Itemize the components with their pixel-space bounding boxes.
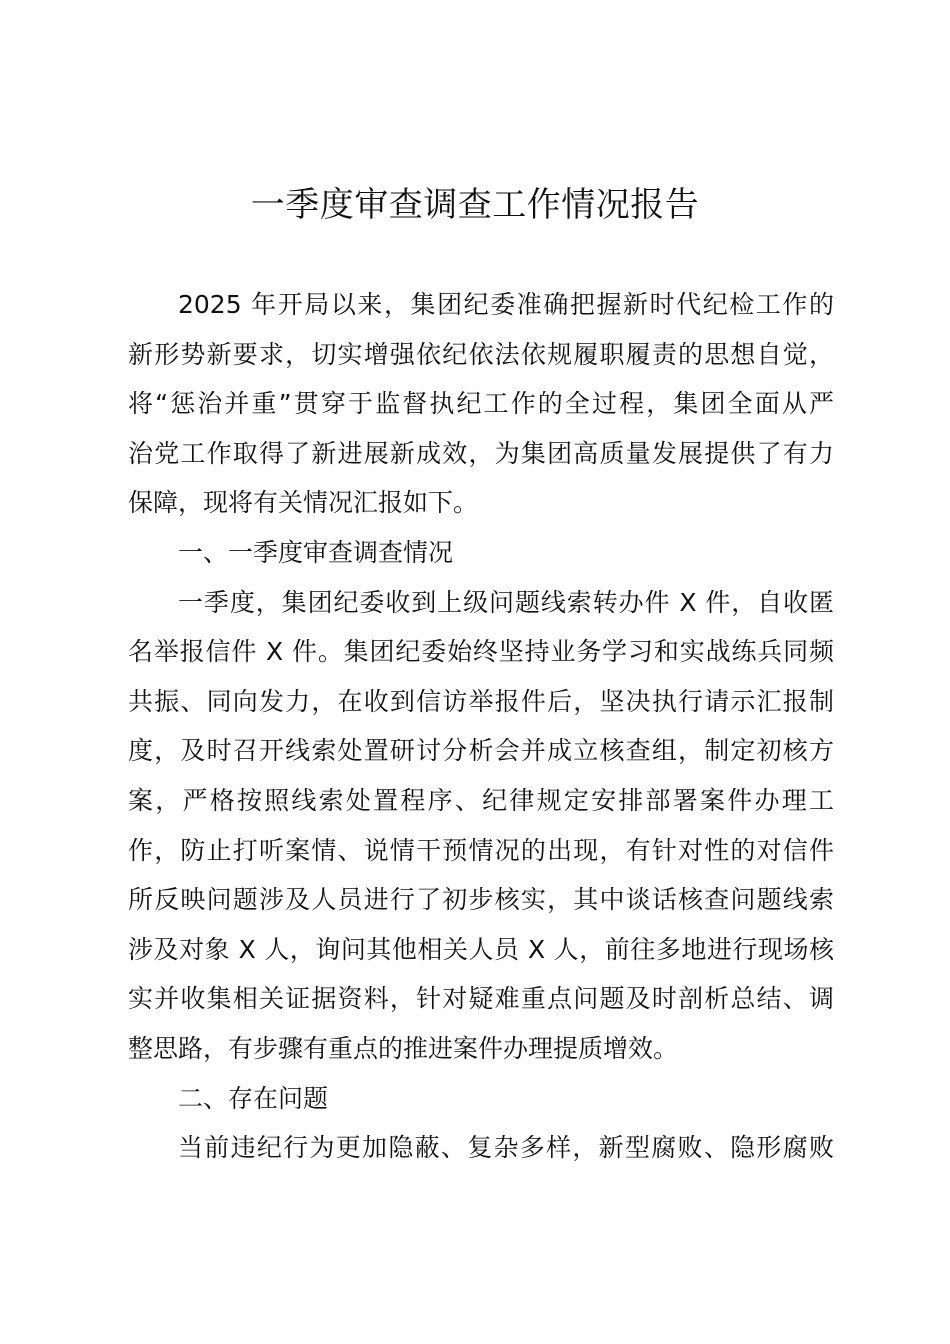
paragraph-line: 一季度，集团纪委收到上级问题线索转办件 X 件，自收匿: [178, 587, 834, 617]
paragraph-line: 将“惩治并重”贯穿于监督执纪工作的全过程，集团全面从严: [128, 389, 834, 419]
paragraph-existing-problems: [128, 1123, 834, 1173]
paragraph-line: 案，严格按照线索处置程序、纪律规定安排部署案件办理工: [128, 785, 834, 815]
paragraph-line: 治党工作取得了新进展新成效，为集团高质量发展提供了有力: [128, 438, 834, 468]
paragraph-line: 名举报信件 X 件。集团纪委始终坚持业务学习和实战练兵同频: [128, 637, 834, 667]
paragraph-line: 度，及时召开线索处置研讨分析会并成立核查组，制定初核方: [128, 736, 834, 766]
paragraph-line: 2025 年开局以来，集团纪委准确把握新时代纪检工作的: [178, 290, 834, 319]
paragraph-line: 新形势新要求，切实增强依纪依法依规履职履责的思想自觉，: [128, 339, 834, 369]
document-body: [128, 280, 834, 1173]
paragraph-line: 当前违纪行为更加隐蔽、复杂多样，新型腐败、隐形腐败: [178, 1133, 834, 1163]
paragraph-line: 涉及对象 X 人，询问其他相关人员 X 人，前往多地进行现场核: [128, 934, 834, 964]
paragraph-line: 实并收集相关证据资料，针对疑难重点问题及时剖析总结、调: [128, 984, 834, 1014]
paragraph-line: 共振、同向发力，在收到信访举报件后，坚决执行请示汇报制: [128, 686, 834, 716]
document-title: 一季度审查调查工作情况报告: [250, 185, 700, 225]
paragraph-intro: [128, 280, 834, 528]
paragraph-line: 保障，现将有关情况汇报如下。: [128, 488, 479, 518]
paragraph-line: 所反映问题涉及人员进行了初步核实，其中谈话核查问题线索: [128, 885, 834, 915]
section-heading-2: 二、存在问题: [178, 1083, 329, 1113]
paragraph-review-status: [128, 578, 834, 1074]
paragraph-line: 作，防止打听案情、说情干预情况的出现，有针对性的对信件: [128, 835, 834, 865]
section-heading-1: 一、一季度审查调查情况: [178, 537, 454, 567]
paragraph-line: 整思路，有步骤有重点的推进案件办理提质增效。: [128, 1033, 679, 1063]
